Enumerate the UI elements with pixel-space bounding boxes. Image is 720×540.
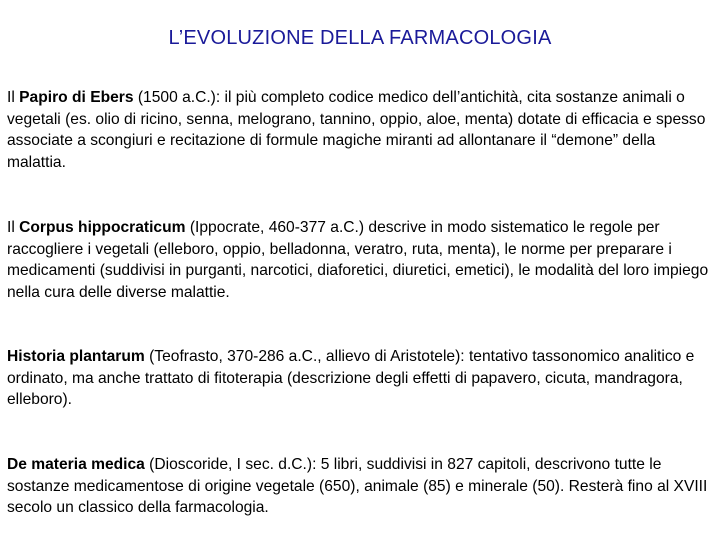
paragraph-term: De materia medica (7, 456, 145, 473)
paragraph-term: Corpus hippocraticum (19, 219, 186, 236)
paragraph-text: (1500 a.C.): il più completo codice medico dell’antichità, cita sostanze animali o vegetali (es. olio di ricino, senna, melograno, tannino, oppio, aloe, menta) dotate di efficacia e spesso associate a scongiuri e recitazione di formule magiche miranti ad allontanare il “demone” della malattia. (7, 89, 706, 171)
paragraph-text: (Teofrasto, 370-286 a.C., allievo di Aristotele): tentativo tassonomico analitico e ordinato, ma anche trattato di fitoterapia (descrizione degli effetti di papavero, cicuta, mandragora, elleboro). (7, 348, 695, 408)
paragraph-term: Papiro di Ebers (19, 89, 134, 106)
paragraph-historia-plantarum (7, 346, 715, 411)
paragraph-prefix: Il (7, 219, 20, 236)
slide-title: L’EVOLUZIONE DELLA FARMACOLOGIA (168, 27, 552, 49)
paragraph-term: Historia plantarum (7, 348, 145, 365)
paragraph-text: (Dioscoride, I sec. d.C.): 5 libri, suddivisi in 827 capitoli, descrivono tutte le sostanze medicamentose di origine vegetale (650), animale (85) e minerale (50). Resterà fino al XVIII secolo un classico della farmacologia. (7, 456, 708, 516)
paragraph-prefix: Il (7, 89, 20, 106)
paragraph-papiro-di-ebers (7, 87, 715, 173)
paragraph-text: (Ippocrate, 460-377 a.C.) descrive in modo sistematico le regole per raccogliere i vegetali (elleboro, oppio, belladonna, veratro, ruta, menta), le norme per preparare i medicamenti (suddivisi in purganti, narcotici, diaforetici, diuretici, emetici), le modalità del loro impiego nella cura delle diverse malattie. (7, 219, 709, 301)
paragraph-de-materia-medica (7, 454, 715, 519)
paragraph-corpus-hippocraticum (7, 217, 715, 303)
